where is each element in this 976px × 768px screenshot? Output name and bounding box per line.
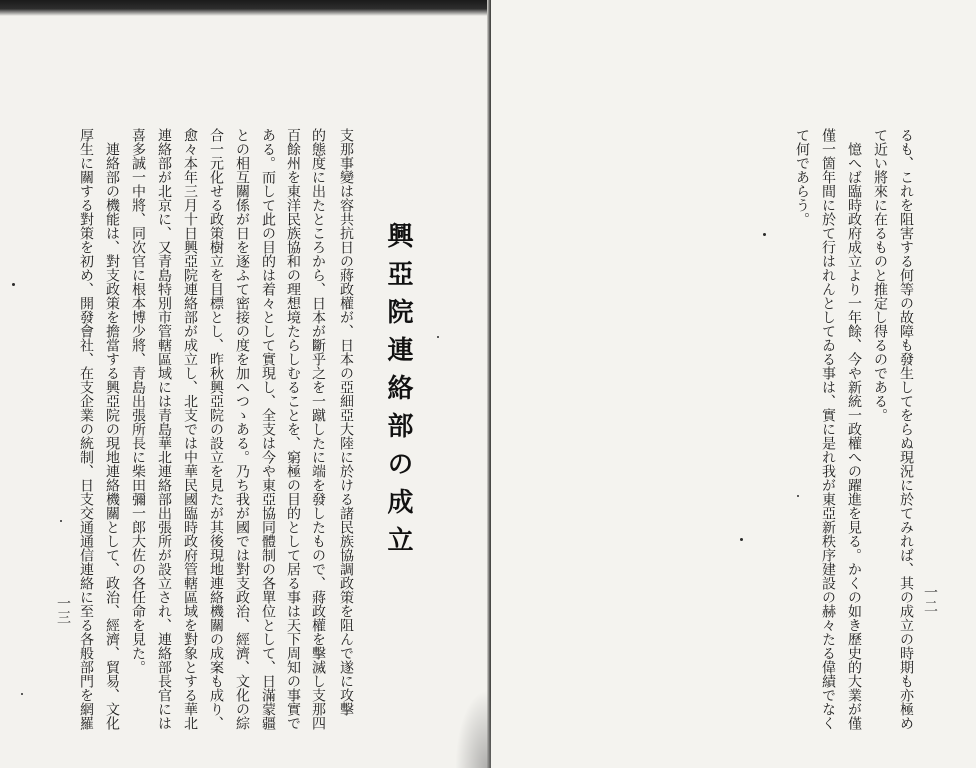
left-column-2: 的態度に出たところから、日本が斷乎之を一蹴したに端を發したもので、蔣政權を擊滅し支那四: [310, 128, 326, 730]
right-column-5: て何であらう。: [794, 128, 810, 226]
paper-speck: [740, 538, 743, 541]
left-column-3: 百餘州を東洋民族協和の理想境たらしむることを、窮極の目的として居る事は天下周知の事實で: [285, 128, 301, 730]
paper-speck: [12, 283, 15, 286]
left-column-1: 支那事變は容共抗日の蔣政權が、日本の亞細亞大陸に於ける諸民族協調政策を阻んで遂に攻擊: [338, 128, 354, 716]
left-column-10: 連絡部の機能は、對支政策を擔當する興亞院の現地連絡機關として、政治、經濟、貿易、文化: [104, 142, 120, 730]
right-column-4: 僅一箇年間に於て行はれんとしてゐる事は、實に是れ我が東亞新秩序建設の赫々たる偉績でなく: [820, 128, 836, 730]
right-page-number: 一二: [922, 585, 938, 613]
left-page-number: 一三: [55, 596, 71, 624]
right-page: [491, 0, 976, 768]
article-title: 興亞院連絡部の成立: [383, 222, 413, 564]
left-column-6: 合一元化せる政策樹立を目標とし、昨秋興亞院の設立を見たが其後現地連絡機關の成案も成り、: [208, 128, 224, 730]
page-top-edge: [0, 0, 489, 16]
right-column-2: て近い將來に在るものと推定し得るのである。: [872, 128, 888, 422]
paper-speck: [437, 336, 439, 338]
left-column-8: 連絡部が北京に、又青島特別市管轄區域には青島華北連絡部出張所が設立され、連絡部長官には: [156, 128, 172, 730]
right-column-3: 憶へば臨時政府成立より一年餘、今や新統一政權への躍進を見る。かくの如き歷史的大業が僅: [846, 142, 862, 730]
left-column-5: との相互關係が日を逐ふて密接の度を加へつゝある。乃ち我が國では對支政治、經濟、文化の綜: [234, 128, 250, 730]
paper-speck: [60, 520, 62, 522]
paper-speck: [763, 233, 766, 236]
paper-speck: [797, 495, 799, 497]
right-column-1: るも、これを阻害する何等の故障も發生してをらぬ現況に於てみれば、其の成立の時期も亦極め: [898, 128, 914, 730]
page-corner-shadow: [455, 690, 495, 768]
left-column-9: 喜多誠一中將、同次官に根本博少將、青島出張所長に柴田彌一郎大佐の各任命を見た。: [130, 128, 146, 674]
left-column-4: ある。而して此の目的は着々として實現し、全支は今や東亞協同體制の各單位として、日滿蒙疆: [260, 128, 276, 730]
left-column-7: 愈々本年三月十日興亞院連絡部が成立し、北支では中華民國臨時政府管轄區域を對象とする華北: [182, 128, 198, 730]
paper-speck: [21, 693, 23, 695]
left-column-11: 厚生に關する對策を初め、開發會社、在支企業の統制、日支交通通信連絡に至る各般部門を網羅: [78, 128, 94, 730]
